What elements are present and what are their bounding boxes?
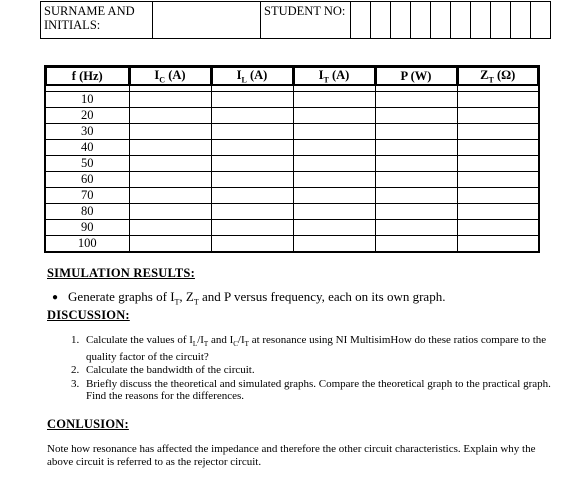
measurement-cell[interactable] (129, 220, 211, 236)
measurement-cell[interactable] (129, 124, 211, 140)
frequency-cell: 90 (45, 220, 129, 236)
measurement-cell[interactable] (457, 108, 539, 124)
frequency-cell: 50 (45, 156, 129, 172)
simulation-bullet-text: Generate graphs of $I_T$, $Z_T$ and P versus frequency, each on its own graph. (68, 289, 446, 307)
measurement-table (44, 65, 540, 253)
measurement-cell[interactable] (375, 92, 457, 108)
frequency-cell: 10 (45, 92, 129, 108)
measurement-cell[interactable] (211, 188, 293, 204)
measurement-cell[interactable] (293, 220, 375, 236)
measurement-cell[interactable] (457, 220, 539, 236)
measurement-cell[interactable] (293, 140, 375, 156)
column-header: $Z_T$ (Ω) (457, 66, 539, 86)
measurement-cell[interactable] (457, 156, 539, 172)
measurement-cell[interactable] (211, 204, 293, 220)
measurement-cell[interactable] (293, 236, 375, 253)
measurement-cell[interactable] (211, 156, 293, 172)
student-no-digit-box[interactable] (391, 2, 411, 39)
simulation-heading: SIMULATION RESULTS: (47, 266, 195, 280)
measurement-cell[interactable] (129, 156, 211, 172)
student-no-digit-box[interactable] (371, 2, 391, 39)
measurement-cell[interactable] (375, 172, 457, 188)
surname-label: SURNAME AND INITIALS: (41, 2, 153, 39)
measurement-cell[interactable] (293, 204, 375, 220)
discussion-item: 1. Calculate the values of $I_L/I_T$ and $I_C/I_T$ at resonance using NI MultisimHow do these ratios compare to the quality factor of the circuit? (82, 334, 570, 363)
frequency-cell: 40 (45, 140, 129, 156)
bullet-icon: ● (52, 292, 59, 304)
measurement-cell[interactable] (211, 236, 293, 253)
measurement-cell[interactable] (457, 236, 539, 253)
student-no-digit-box[interactable] (511, 2, 531, 39)
table-row (45, 92, 539, 108)
surname-field[interactable] (153, 2, 261, 39)
table-row (45, 140, 539, 156)
measurement-cell[interactable] (211, 124, 293, 140)
measurement-cell[interactable] (211, 172, 293, 188)
table-row (45, 124, 539, 140)
measurement-cell[interactable] (129, 92, 211, 108)
frequency-cell: 70 (45, 188, 129, 204)
measurement-cell[interactable] (211, 220, 293, 236)
student-no-label: STUDENT NO: (261, 2, 351, 39)
measurement-cell[interactable] (129, 204, 211, 220)
measurement-cell[interactable] (129, 236, 211, 253)
measurement-cell[interactable] (375, 204, 457, 220)
column-header: $I_L$ (A) (211, 66, 293, 86)
measurement-cell[interactable] (293, 124, 375, 140)
student-no-digit-box[interactable] (491, 2, 511, 39)
table-row (45, 188, 539, 204)
measurement-cell[interactable] (293, 156, 375, 172)
student-no-digit-box[interactable] (531, 2, 551, 39)
column-header: P (W) (375, 66, 457, 86)
table-row (45, 236, 539, 253)
frequency-cell: 80 (45, 204, 129, 220)
conclusion-text: Note how resonance has affected the impedance and therefore the other circuit characteristics. Explain why the above circuit is referred to as the rejector circuit. (47, 443, 536, 468)
table-row (45, 204, 539, 220)
measurement-cell[interactable] (129, 172, 211, 188)
frequency-cell: 30 (45, 124, 129, 140)
measurement-cell[interactable] (375, 108, 457, 124)
measurement-cell[interactable] (457, 172, 539, 188)
column-header: $I_C$ (A) (129, 66, 211, 86)
student-no-digit-box[interactable] (471, 2, 491, 39)
measurement-cell[interactable] (457, 140, 539, 156)
measurement-cell[interactable] (293, 188, 375, 204)
measurement-cell[interactable] (375, 236, 457, 253)
measurement-cell[interactable] (457, 124, 539, 140)
measurement-cell[interactable] (129, 108, 211, 124)
frequency-cell: 60 (45, 172, 129, 188)
table-row (45, 172, 539, 188)
table-row (45, 108, 539, 124)
discussion-item: 2. Calculate the bandwidth of the circuit. (82, 364, 570, 377)
measurement-cell[interactable] (375, 140, 457, 156)
frequency-cell: 100 (45, 236, 129, 253)
table-header-row (45, 66, 539, 86)
measurement-cell[interactable] (293, 172, 375, 188)
discussion-heading: DISCUSSION: (47, 308, 130, 322)
measurement-cell[interactable] (129, 188, 211, 204)
measurement-cell[interactable] (211, 108, 293, 124)
student-no-digit-box[interactable] (411, 2, 431, 39)
student-no-digit-box[interactable] (351, 2, 371, 39)
measurement-cell[interactable] (129, 140, 211, 156)
measurement-cell[interactable] (211, 92, 293, 108)
table-row (45, 220, 539, 236)
frequency-cell: 20 (45, 108, 129, 124)
measurement-cell[interactable] (457, 204, 539, 220)
student-no-digit-box[interactable] (431, 2, 451, 39)
measurement-cell[interactable] (293, 108, 375, 124)
discussion-item: 3. Briefly discuss the theoretical and simulated graphs. Compare the theoretical graph to the practical graph. Find the reasons for the differences. (82, 378, 570, 403)
measurement-cell[interactable] (211, 140, 293, 156)
discussion-list (66, 334, 570, 404)
measurement-cell[interactable] (457, 92, 539, 108)
table-row (45, 156, 539, 172)
measurement-cell[interactable] (293, 92, 375, 108)
column-header: f (Hz) (45, 66, 129, 86)
measurement-cell[interactable] (375, 188, 457, 204)
measurement-cell[interactable] (375, 124, 457, 140)
measurement-cell[interactable] (375, 156, 457, 172)
measurement-cell[interactable] (375, 220, 457, 236)
conclusion-heading: CONLUSION: (47, 417, 129, 431)
measurement-cell[interactable] (457, 188, 539, 204)
simulation-bullet (52, 289, 445, 307)
student-no-digit-box[interactable] (451, 2, 471, 39)
student-info-table (40, 1, 551, 39)
column-header: $I_T$ (A) (293, 66, 375, 86)
